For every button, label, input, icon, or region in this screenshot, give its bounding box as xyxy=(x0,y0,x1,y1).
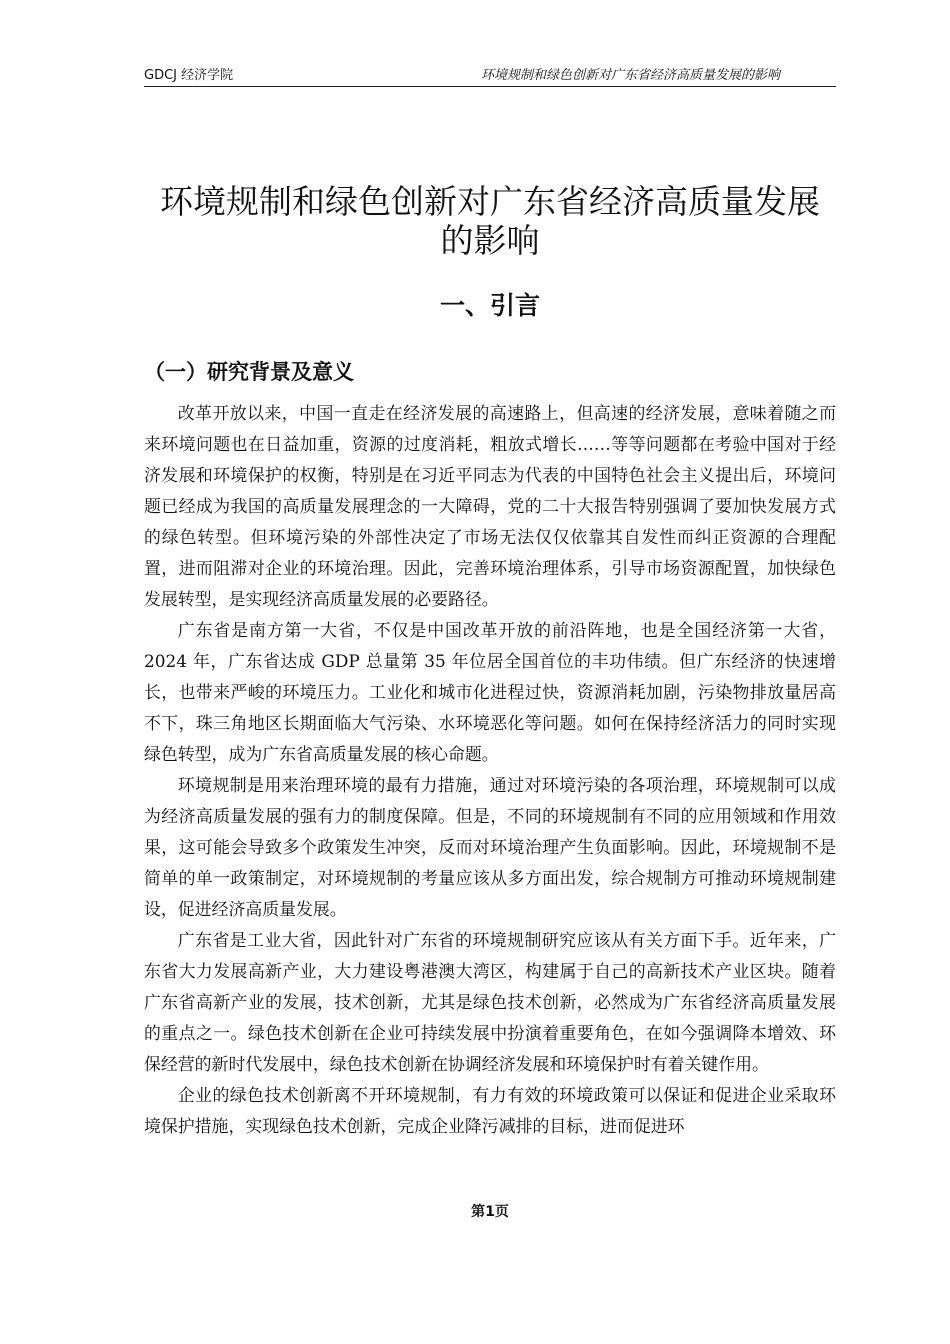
page-number: 第1页 xyxy=(471,1204,509,1220)
paragraph: 企业的绿色技术创新离不开环境规制，有力有效的环境政策可以保证和促进企业采取环境保护措施，实现绿色技术创新，完成企业降污减排的目标，进而促进环 xyxy=(144,1085,836,1136)
paragraph: 改革开放以来，中国一直走在经济发展的高速路上，但高速的经济发展，意味着随之而来环境问题也在日益加重，资源的过度消耗，粗放式增长……等等问题都在考验中国对于经济发展和环境保护的权衡，特别是在习近平同志为代表的中国特色社会主义提出后，环境问题已经成为我国的高质量发展理念的一大障碍，党的二十大报告特别强调了要加快发展方式的绿色转型。但环境污染的外部性决定了市场无法仅仅依靠其自发性而纠正资源的合理配置，进而阻滞对企业的环境治理。因此，完善环境治理体系，引导市场资源配置，加快绿色发展转型，是实现经济高质量发展的必要路径。 xyxy=(144,403,836,609)
header-institution: GDCJ 经济学院 xyxy=(144,68,234,83)
paragraph: 广东省是工业大省，因此针对广东省的环境规制研究应该从有关方面下手。近年来，广东省大力发展高新产业，大力建设粤港澳大湾区，构建属于自己的高新技术产业区块。随着广东省高新产业的发展，技术创新，尤其是绿色技术创新，必然成为广东省经济高质量发展的重点之一。绿色技术创新在企业可持续发展中扮演着重要角色，在如今强调降本增效、环保经营的新时代发展中，绿色技术创新在协调经济发展和环境保护时有着关键作用。 xyxy=(144,930,836,1074)
paragraph: 环境规制是用来治理环境的最有力措施，通过对环境污染的各项治理，环境规制可以成为经济高质量发展的强有力的制度保障。但是，不同的环境规制有不同的应用领域和作用效果，这可能会导致多个政策发生冲突，反而对环境治理产生负面影响。因此，环境规制不是简单的单一政策制定，对环境规制的考量应该从多方面出发，综合规制方可推动环境规制建设，促进经济高质量发展。 xyxy=(144,775,836,919)
subsection-heading: （一）研究背景及意义 xyxy=(144,360,354,384)
paragraph: 广东省是南方第一大省，不仅是中国改革开放的前沿阵地，也是全国经济第一大省，2024 年，广东省达成 GDP 总量第 35 年位居全国首位的丰功伟绩。但广东经济的快速增长，也带来严峻的环境压力。工业化和城市化进程过快，资源消耗加剧，污染物排放量居高不下，珠三角地区长期面临大气污染、水环境恶化等问题。如何在保持经济活力的同时实现绿色转型，成为广东省高质量发展的核心命题。 xyxy=(144,620,836,764)
document-title: 环境规制和绿色创新对广东省经济高质量发展的影响 xyxy=(160,182,820,261)
page-header xyxy=(144,66,836,87)
header-running-title: 环境规制和绿色创新对广东省经济高质量发展的影响 xyxy=(480,68,780,83)
section-heading: 一、引言 xyxy=(439,290,540,320)
body-text xyxy=(144,398,836,1142)
